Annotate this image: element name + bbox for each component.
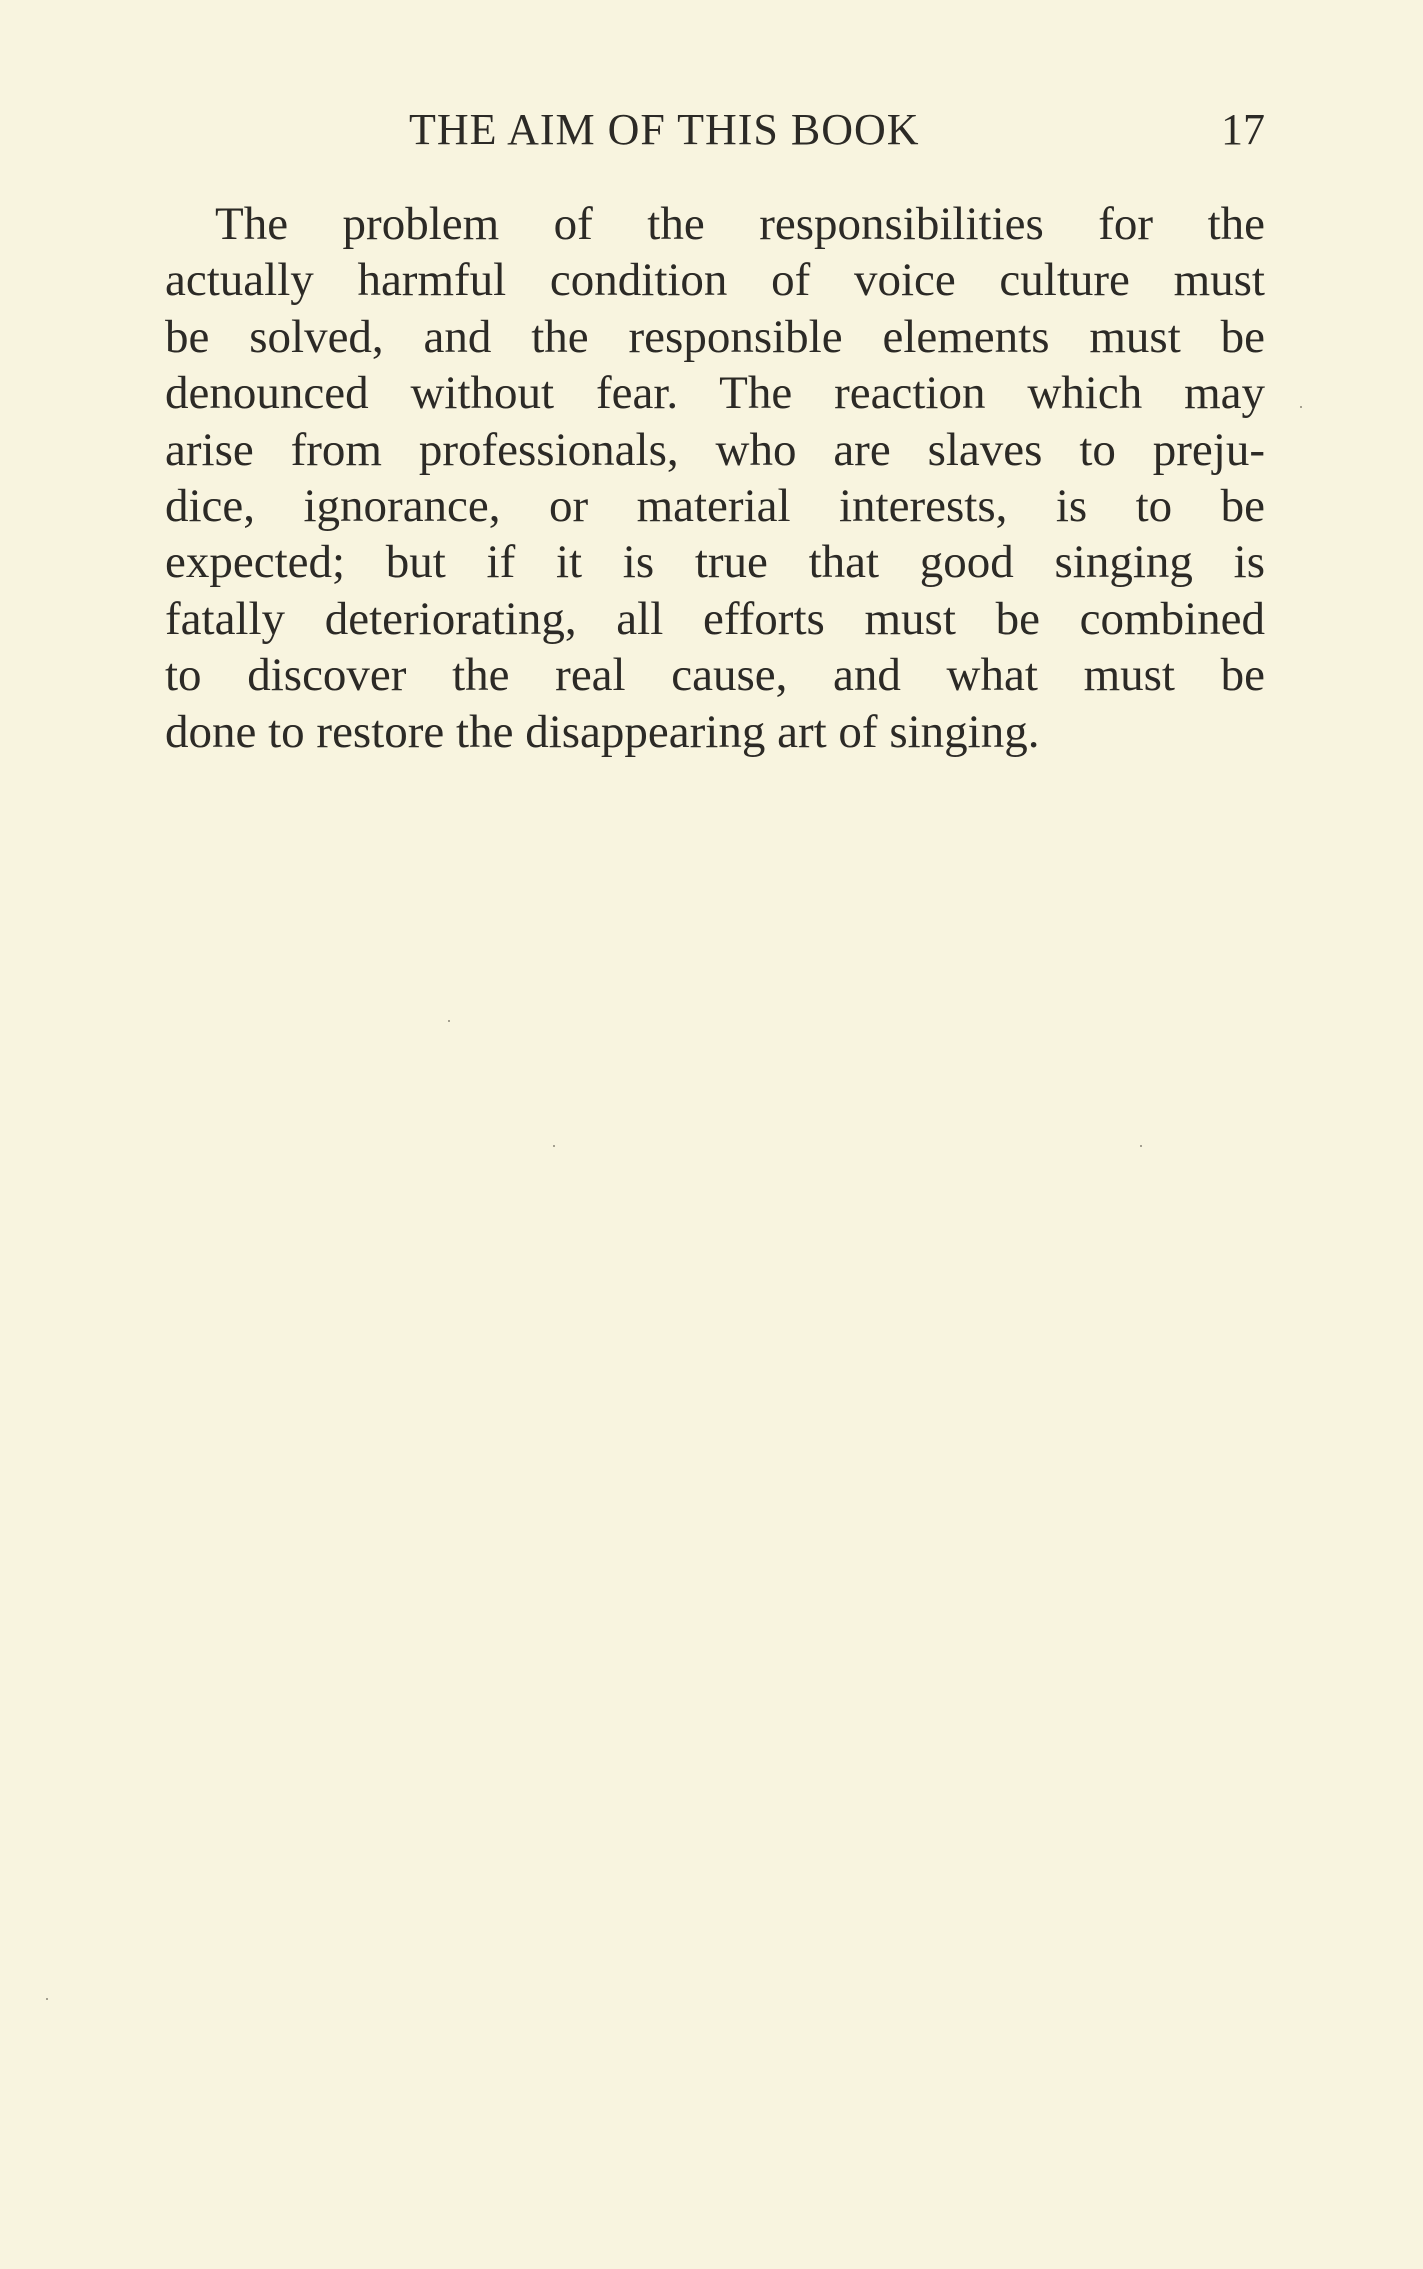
paper-speck	[553, 1145, 555, 1147]
text-line: expected; but if it is true that good singing is	[165, 536, 1265, 589]
paper-speck	[46, 1998, 48, 2000]
paper-speck	[448, 1020, 450, 1022]
body-paragraph	[165, 196, 1265, 760]
text-line: arise from professionals, who are slaves to preju-	[165, 423, 1265, 476]
text-line: The problem of the responsibilities for the	[215, 198, 1265, 250]
running-head	[165, 100, 1265, 160]
text-line: to discover the real cause, and what must be	[165, 649, 1265, 702]
text-line: be solved, and the responsible elements must be	[165, 310, 1265, 363]
text-line: denounced without fear. The reaction which may	[165, 367, 1265, 420]
paper-speck	[1140, 1145, 1142, 1147]
text-line: done to restore the disappearing art of singing.	[165, 705, 1040, 758]
page-number: 17	[1221, 105, 1265, 154]
paper-speck	[1300, 406, 1302, 408]
text-line: dice, ignorance, or material interests, is to be	[165, 479, 1265, 532]
text-line: actually harmful condition of voice culture must	[165, 254, 1265, 307]
text-line: fatally deteriorating, all efforts must be combined	[165, 592, 1265, 645]
running-title: THE AIM OF THIS BOOK	[409, 105, 920, 154]
